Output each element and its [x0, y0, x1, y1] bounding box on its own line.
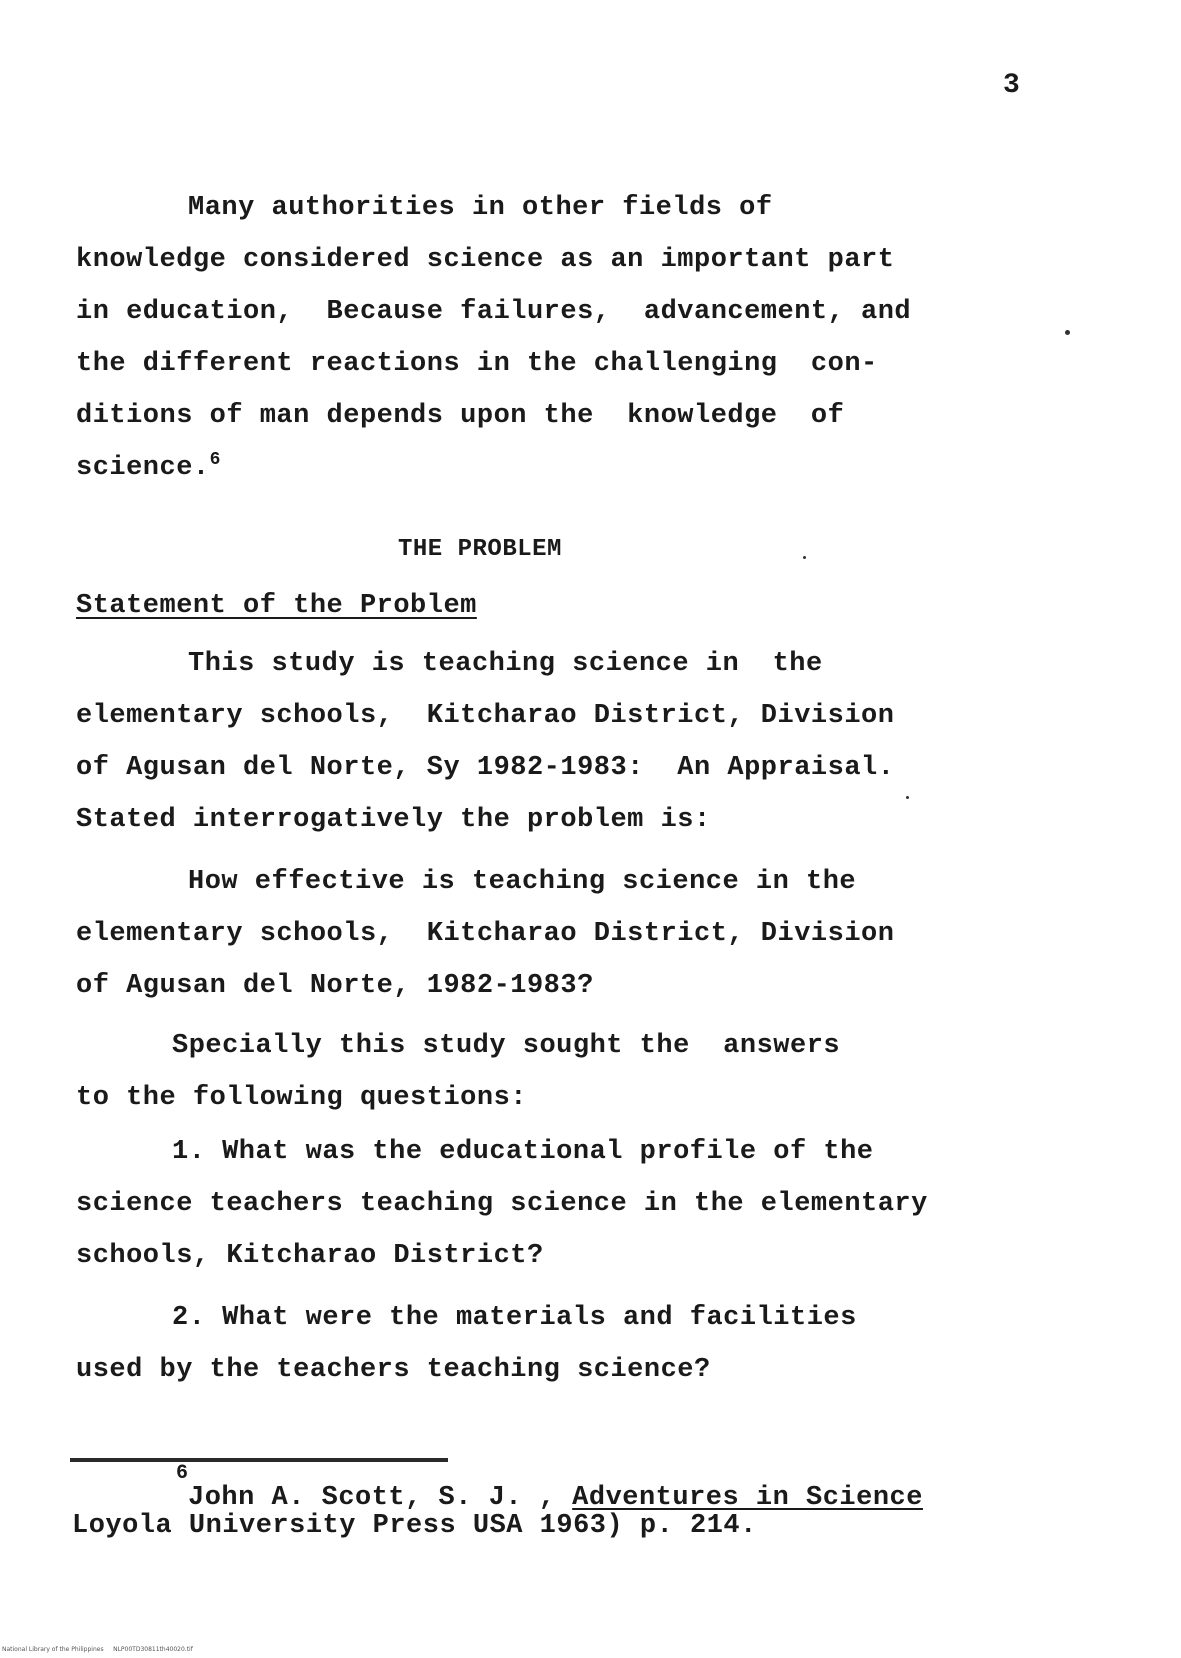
page-number: 3 — [1003, 70, 1021, 101]
footnote-author: John A. Scott, S. J. , — [188, 1483, 573, 1513]
text-line: schools, Kitcharao District? — [76, 1241, 544, 1271]
footnote-marker: 6 — [176, 1462, 189, 1485]
text-line: ditions of man depends upon the knowledge of — [76, 401, 845, 431]
text-line: to the following questions: — [76, 1083, 527, 1113]
text-line: of Agusan del Norte, 1982-1983? — [76, 971, 594, 1001]
section-heading: THE PROBLEM — [398, 536, 562, 563]
text-line: elementary schools, Kitcharao District, Division — [76, 919, 895, 949]
footnote-publisher-line: Loyola University Press USA 1963) p. 214. — [72, 1511, 757, 1541]
scan-speck — [1065, 330, 1070, 335]
scan-speck — [906, 796, 909, 799]
footnote-book-title: Adventures in Science — [572, 1483, 923, 1513]
text-line: science. — [76, 453, 210, 483]
footnote-reference: 6 — [209, 450, 221, 470]
text-line: used by the teachers teaching science? — [76, 1355, 711, 1385]
text-line-with-footnote — [76, 452, 221, 486]
text-line: in education, Because failures, advancement, and — [76, 297, 912, 327]
text-line: Specially this study sought the answers — [172, 1031, 841, 1061]
text-line: elementary schools, Kitcharao District, Division — [76, 701, 895, 731]
text-line: Many authorities in other fields of — [188, 193, 773, 223]
text-line: Stated interrogatively the problem is: — [76, 805, 711, 835]
text-line: science teachers teaching science in the elementary — [76, 1189, 928, 1219]
text-line: knowledge considered science as an important part — [76, 245, 895, 275]
text-line: How effective is teaching science in the — [188, 867, 857, 897]
text-line: 2. What were the materials and facilities — [172, 1303, 857, 1333]
text-line: 1. What was the educational profile of the — [172, 1137, 874, 1167]
footnote-divider — [70, 1458, 448, 1462]
text-line: of Agusan del Norte, Sy 1982-1983: An Appraisal. — [76, 753, 895, 783]
text-line: the different reactions in the challenging con- — [76, 349, 878, 379]
subsection-heading: Statement of the Problem — [76, 591, 477, 621]
archive-label: National Library of the Philippines NLP00TD30811th40020.tif — [2, 1646, 193, 1653]
text-line: This study is teaching science in the — [188, 649, 823, 679]
scan-speck — [803, 556, 806, 559]
